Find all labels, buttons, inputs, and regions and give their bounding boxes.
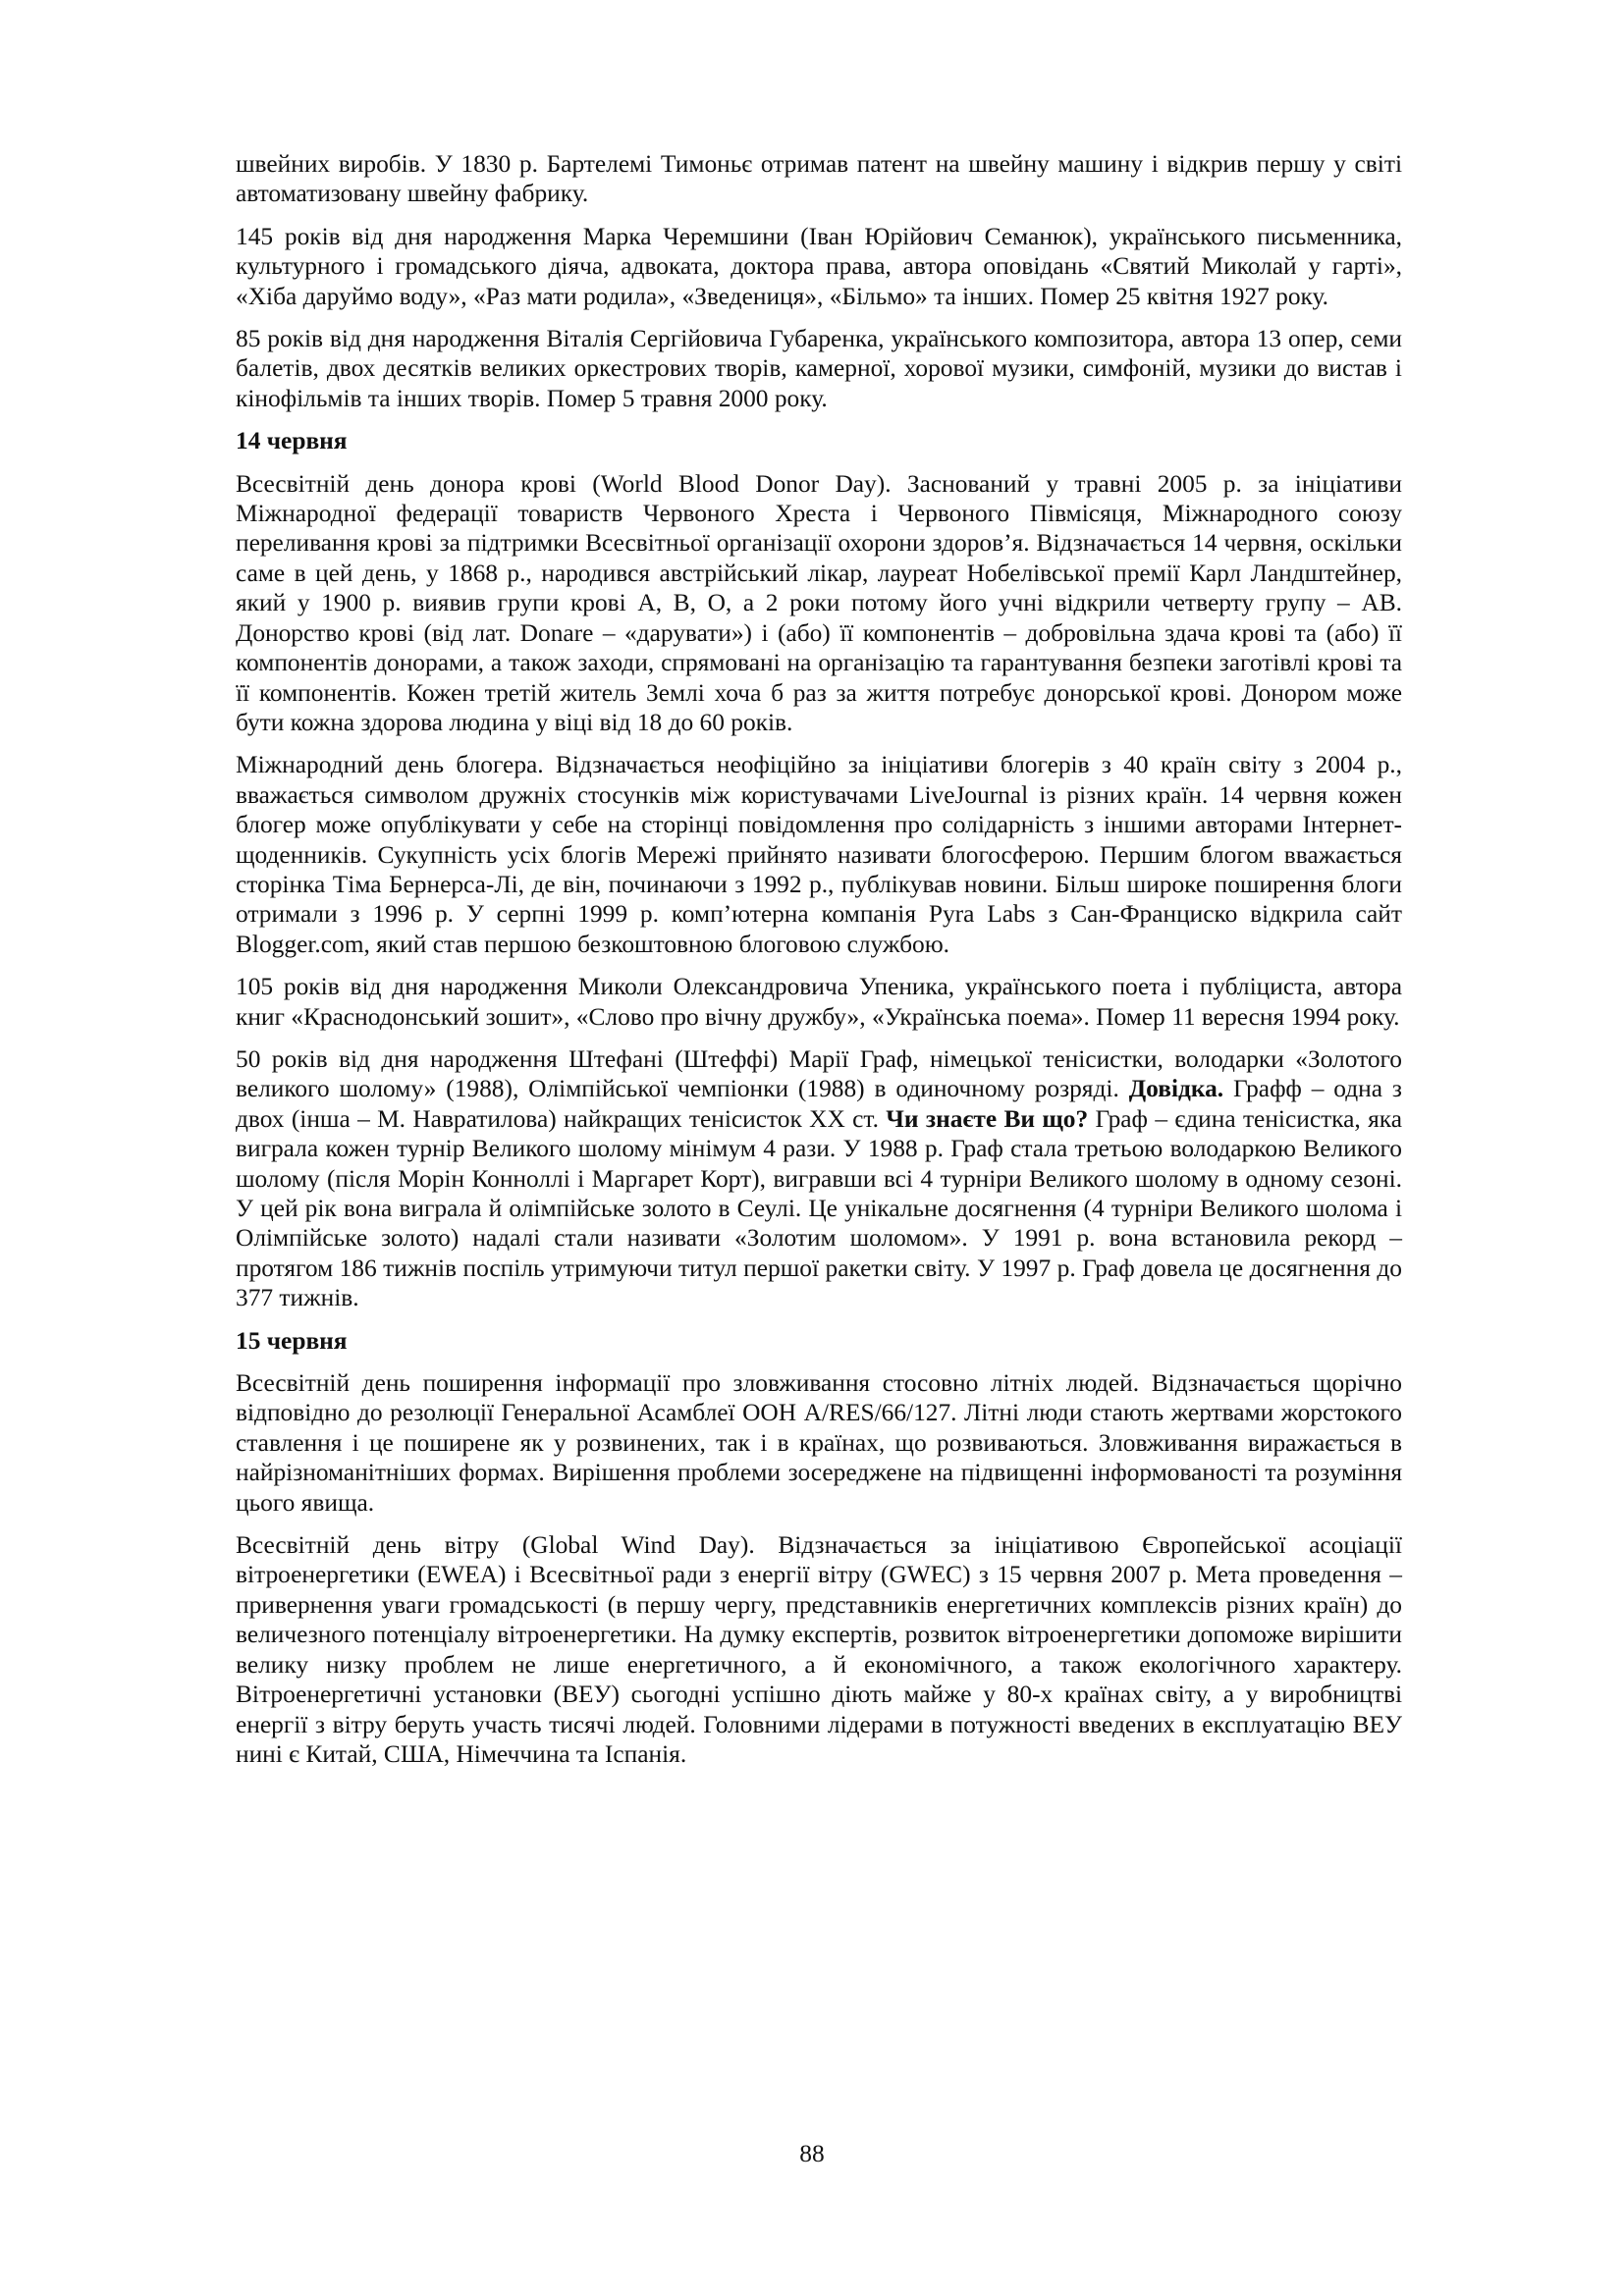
paragraph-upenyk: 105 років від дня народження Миколи Олександровича Упеника, українського поета і публіциста, автора книг «Краснодонський зошит», «Слово про вічну дружбу», «Українська поема». Помер 11 вересня 1994 року. [236,973,1402,1031]
paragraph-cheremshyna: 145 років від дня народження Марка Черемшини (Іван Юрійович Семанюк), українського письменника, культурного і громадського діяча, адвоката, доктора права, автора оповідань «Святий Миколай у гарті», «Хіба даруймо воду», «Раз мати родила», «Зведениця», «Більмо» та інших. Помер 25 квітня 1927 року. [236,222,1402,310]
paragraph-blood-donor-day: Всесвітній день донора крові (World Blood Donor Day). Заснований у травні 2005 р. за ініціативи Міжнародної федерації товариств Червоного Хреста і Червоного Півмісяця, Міжнародного союзу переливання крові за підтримки Всесвітньої організації охорони здоров’я. Відзначається 14 червня, оскільки саме в цей день, у 1868 р., народився австрійський лікар, лауреат Нобелівської премії Карл Ландштейнер, який у 1900 р. виявив групи крові А, В, О, а 2 роки потому його учні відкрили четверту групу – АВ. Донорство крові (від лат. Donare – «дарувати») і (або) її компонентів – добровільна здача крові та (або) її компонентів донорами, а також заходи, спрямовані на організацію та гарантування безпеки заготівлі крові та її компонентів. Кожен третій житель Землі хоча б раз за життя потребує донорської крові. Донором може бути кожна здорова людина у віці від 18 до 60 років. [236,469,1402,736]
note-label: Довідка. [1128,1075,1224,1103]
page-number: 88 [799,2140,825,2167]
graf-intro: 50 років від дня народження Штефані (Штеффі) Марії Граф, німецької тенісистки, володарки «Золотого великого шолому» (1988), Олімпійської чемпіонки (1988) в одиночному розряді. [236,1044,1402,1103]
date-heading-june-15: 15 червня [236,1326,348,1355]
paragraph-sewing-factory: швейних виробів. У 1830 р. Бартелемі Тимоньє отримав патент на швейну машину і відкрив першу у світі автоматизовану швейну фабрику. [236,150,1402,208]
fact-text: Граф – єдина тенісистка, яка виграла кожен турнір Великого шолому мінімум 4 рази. У 1988 р. Граф стала третьою володаркою Великого шолому (після Морін Конноллі і Маргарет Корт), вигравши всі 4 турніри Великого шолому в одному сезоні. У цей рік вона виграла й олімпійське золото в Сеулі. Це унікальне досягнення (4 турніри Великого шолома і Олімпійське золото) надалі стали називати «Золотим шоломом». У 1991 р. вона встановила рекорд – протягом 186 тижнів поспіль утримуючи титул першої ракетки світу. У 1997 р. Граф довела це досягнення до 377 тижнів. [236,1104,1402,1312]
paragraph-elder-abuse-day: Всесвітній день поширення інформації про зловживання стосовно літніх людей. Відзначається щорічно відповідно до резолюції Генеральної Асамблеї ООН A/RES/66/127. Літні люди стають жертвами жорстокого ставлення і це поширене як у розвинених, так і в країнах, що розвиваються. Зловживання виражається в найрізноманітніших формах. Вирішення проблеми зосереджене на підвищенні інформованості та розуміння цього явища. [236,1369,1402,1517]
note-text: Графф – одна з двох (інша – М. Навратилова) найкращих тенісисток XX ст. [236,1075,1402,1133]
paragraph-hubarenko: 85 років від дня народження Віталія Сергійовича Губаренка, українського композитора, автора 13 опер, семи балетів, двох десятків великих оркестрових творів, камерної, хорової музики, симфоній, музики до вистав і кінофільмів та інших творів. Помер 5 травня 2000 року. [236,325,1402,412]
date-heading-june-14: 14 червня [236,427,348,455]
fact-label: Чи знаєте Ви що? [886,1104,1089,1133]
document-page [236,149,1402,1782]
paragraph-blogger-day: Міжнародний день блогера. Відзначається неофіційно за ініціативи блогерів з 40 країн світу з 2004 р., вважається символом дружніх стосунків між користувачами LiveJournal із різних країн. 14 червня кожен блогер може опублікувати у себе на сторінці повідомлення про солідарність з іншими авторами Інтернет-щоденників. Сукупність усіх блогів Мережі прийнято називати блогосферою. Першим блогом вважається сторінка Тіма Бернерса-Лі, де він, починаючи з 1992 р., публікував новини. Більш широке поширення блоги отримали з 1996 р. У серпні 1999 р. комп’ютерна компанія Pyra Labs з Сан-Франциско відкрила сайт Blogger.com, який став першою безкоштовною блоговою службою. [236,751,1402,958]
paragraph-wind-day: Всесвітній день вітру (Global Wind Day). Відзначається за ініціативою Європейської асоціації вітроенергетики (EWEA) і Всесвітньої ради з енергії вітру (GWEC) з 15 червня 2007 р. Мета проведення – привернення уваги громадськості (в першу чергу, представників енергетичних комплексів різних країн) до величезного потенціалу вітроенергетики. На думку експертів, розвиток вітроенергетики допоможе вирішити велику низку проблем не лише енергетичного, а й економічного, а також екологічного характеру. Вітроенергетичні установки (ВЕУ) сьогодні успішно діють майже у 80-х країнах світу, а у виробництві енергії з вітру беруть участь тисячі людей. Головними лідерами в потужності введених в експлуатацію ВЕУ нині є Китай, США, Німеччина та Іспанія. [236,1531,1402,1768]
paragraph-steffi-graf [236,1044,1402,1313]
